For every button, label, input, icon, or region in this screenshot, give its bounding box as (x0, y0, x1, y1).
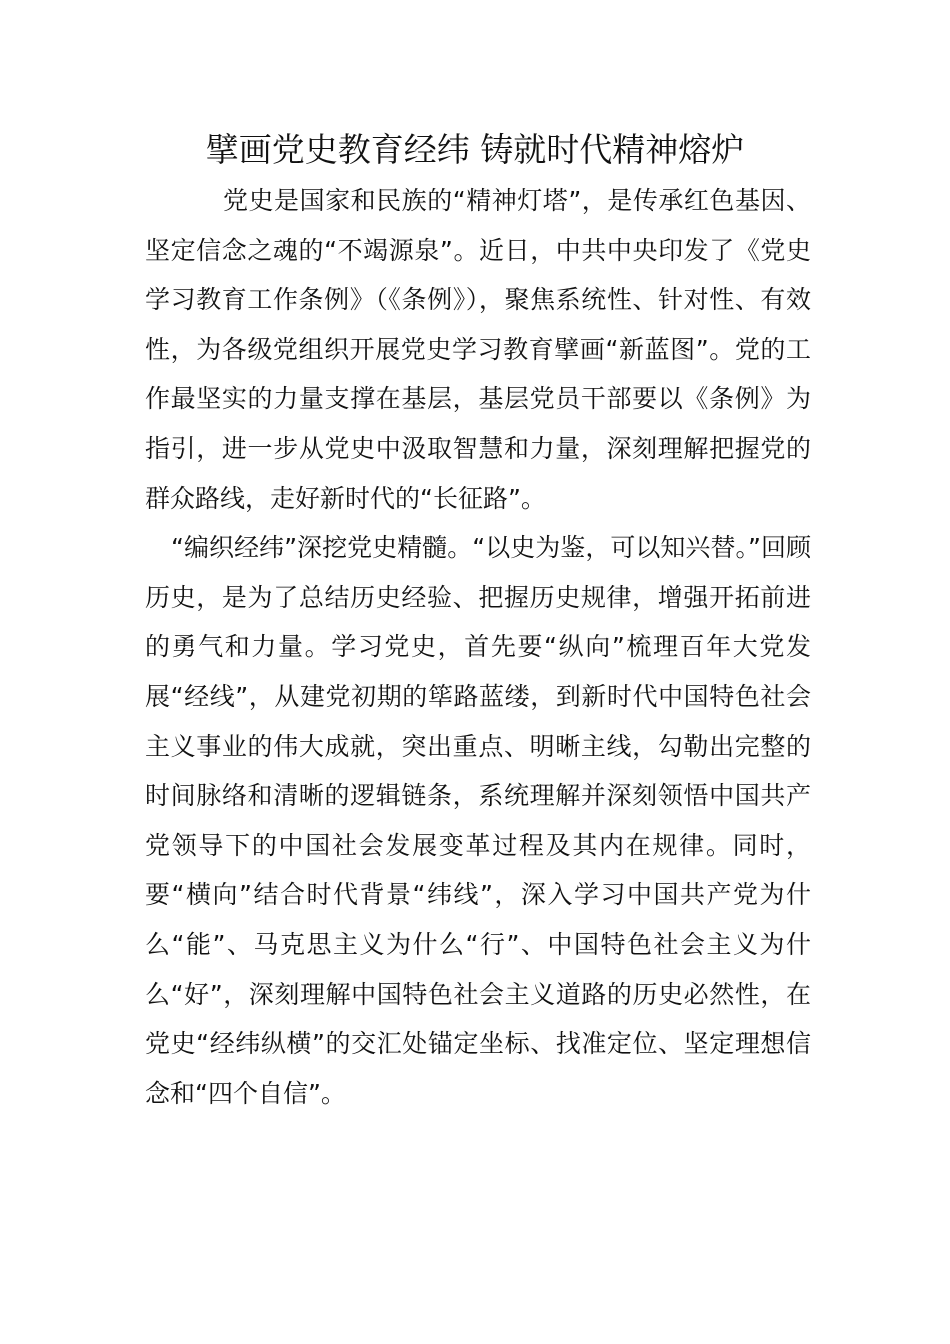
document-title: 擘画党史教育经纬 铸就时代精神熔炉 (205, 130, 745, 169)
paragraph: “编织经纬”深挖党史精髓。“以史为鉴，可以知兴替。”回顾历史，是为了总结历史经验、把握历史规律，增强开拓前进的勇气和力量。学习党史，首先要“纵向”梳理百年大党发展“经线”，从建党初期的筚路蓝缕，到新时代中国特色社会主义事业的伟大成就，突出重点、明晰主线，勾勒出完整的时间脉络和清晰的逻辑链条，系统理解并深刻领悟中国共产党领导下的中国社会发展变革过程及其内在规律。同时，要“横向”结合时代背景“纬线”，深入学习中国共产党为什么“能”、马克思主义为什么“行”、中国特色社会主义为什么“好”，深刻理解中国特色社会主义道路的历史必然性，在党史“经纬纵横”的交汇处锚定坐标、找准定位、坚定理想信念和“四个自信”。 (145, 533, 811, 1108)
paragraph: 党史是国家和民族的“精神灯塔”，是传承红色基因、坚定信念之魂的“不竭源泉”。近日，中共中央印发了《党史学习教育工作条例》（《条例》），聚焦系统性、针对性、有效性，为各级党组织开展党史学习教育擘画“新蓝图”。党的工作最坚实的力量支撑在基层，基层党员干部要以《条例》为指引，进一步从党史中汲取智慧和力量，深刻理解把握党的群众路线，走好新时代的“长征路”。 (145, 186, 811, 513)
document-body (145, 176, 811, 1118)
